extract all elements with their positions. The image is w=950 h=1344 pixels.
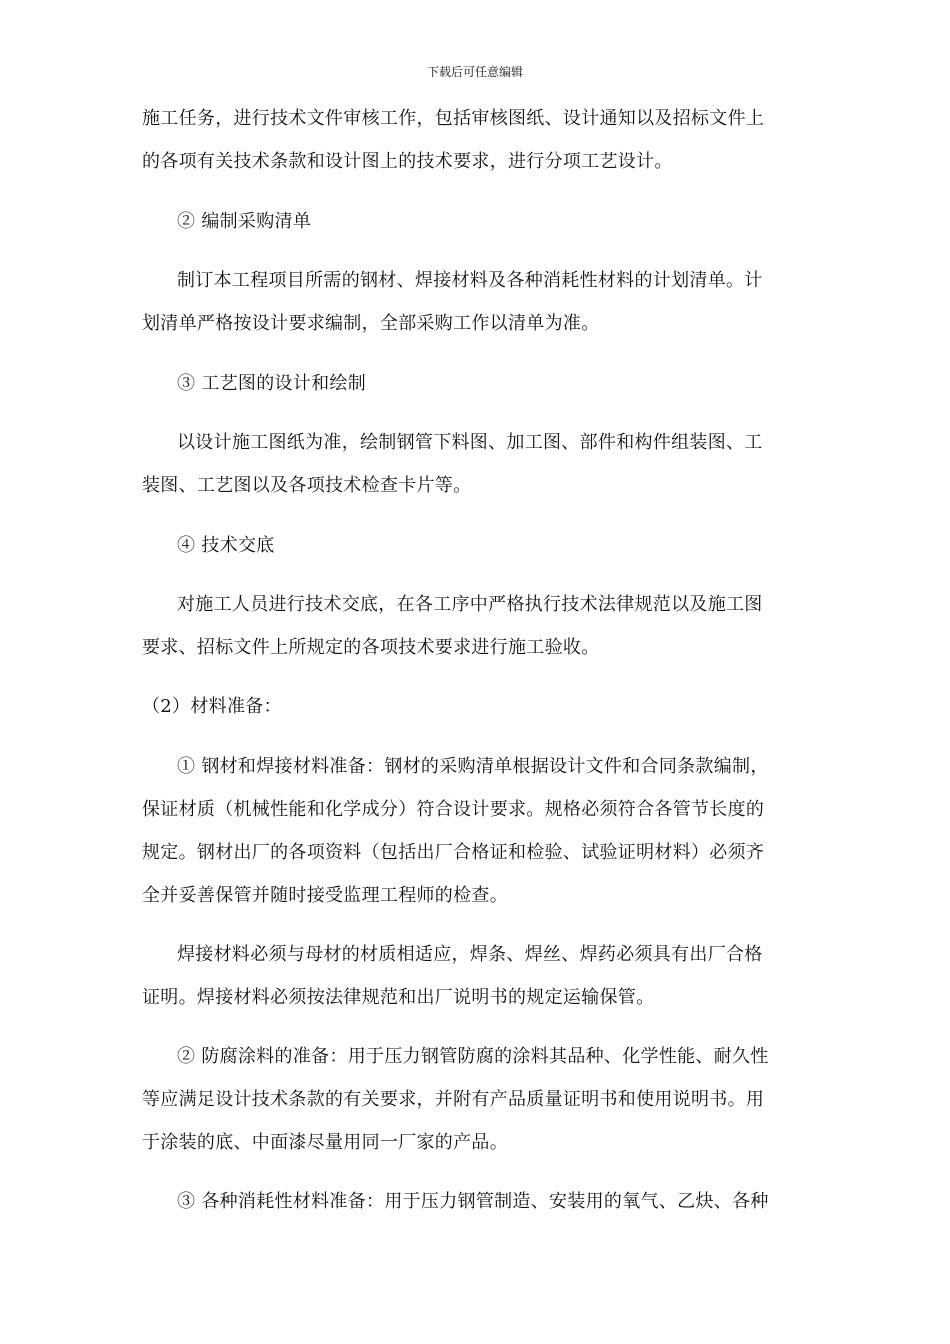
paragraph-line: 焊接材料必须与母材的材质相适应，焊条、焊丝、焊药必须具有出厂合格 bbox=[177, 944, 763, 965]
page-header: 下载后可任意编辑 bbox=[426, 65, 523, 79]
section-heading: ④ 技术交底 bbox=[177, 535, 275, 556]
section-heading: ③ 工艺图的设计和绘制 bbox=[177, 373, 367, 394]
paragraph-line: 于涂装的底、中面漆尽量用同一厂家的产品。 bbox=[142, 1132, 508, 1153]
paragraph-line: 制订本工程项目所需的钢材、焊接材料及各种消耗性材料的计划清单。计 bbox=[177, 270, 763, 291]
paragraph-line: 要求、招标文件上所规定的各项技术要求进行施工验收。 bbox=[142, 637, 600, 658]
section-heading: ② 编制采购清单 bbox=[177, 211, 312, 232]
paragraph-line: 的各项有关技术条款和设计图上的技术要求，进行分项工艺设计。 bbox=[142, 151, 673, 172]
section-heading: （2）材料准备： bbox=[142, 696, 282, 717]
paragraph-line: 划清单严格按设计要求编制，全部采购工作以清单为准。 bbox=[142, 313, 600, 334]
paragraph-line: 等应满足设计技术条款的有关要求，并附有产品质量证明书和使用说明书。用 bbox=[142, 1089, 765, 1110]
paragraph-line: 规定。钢材出厂的各项资料（包括出厂合格证和检验、试验证明材料）必须齐 bbox=[142, 842, 765, 863]
paragraph-line: 对施工人员进行技术交底，在各工序中严格执行技术法律规范以及施工图 bbox=[177, 594, 763, 615]
paragraph-line: 证明。焊接材料必须按法律规范和出厂说明书的规定运输保管。 bbox=[142, 987, 655, 1008]
paragraph-line: ③ 各种消耗性材料准备：用于压力钢管制造、安装用的氧气、乙炔、各种 bbox=[177, 1191, 769, 1212]
paragraph-line: 装图、工艺图以及各项技术检查卡片等。 bbox=[142, 475, 472, 496]
paragraph-line: ② 防腐涂料的准备：用于压力钢管防腐的涂料其品种、化学性能、耐久性 bbox=[177, 1046, 769, 1067]
paragraph-line: 施工任务，进行技术文件审核工作，包括审核图纸、设计通知以及招标文件上 bbox=[142, 108, 765, 129]
paragraph-line: 保证材质（机械性能和化学成分）符合设计要求。规格必须符合各管节长度的 bbox=[142, 799, 765, 820]
paragraph-line: 以设计施工图纸为准，绘制钢管下料图、加工图、部件和构件组装图、工 bbox=[177, 432, 763, 453]
paragraph-line: ① 钢材和焊接材料准备：钢材的采购清单根据设计文件和合同条款编制， bbox=[177, 756, 769, 777]
paragraph-line: 全并妥善保管并随时接受监理工程师的检查。 bbox=[142, 885, 508, 906]
